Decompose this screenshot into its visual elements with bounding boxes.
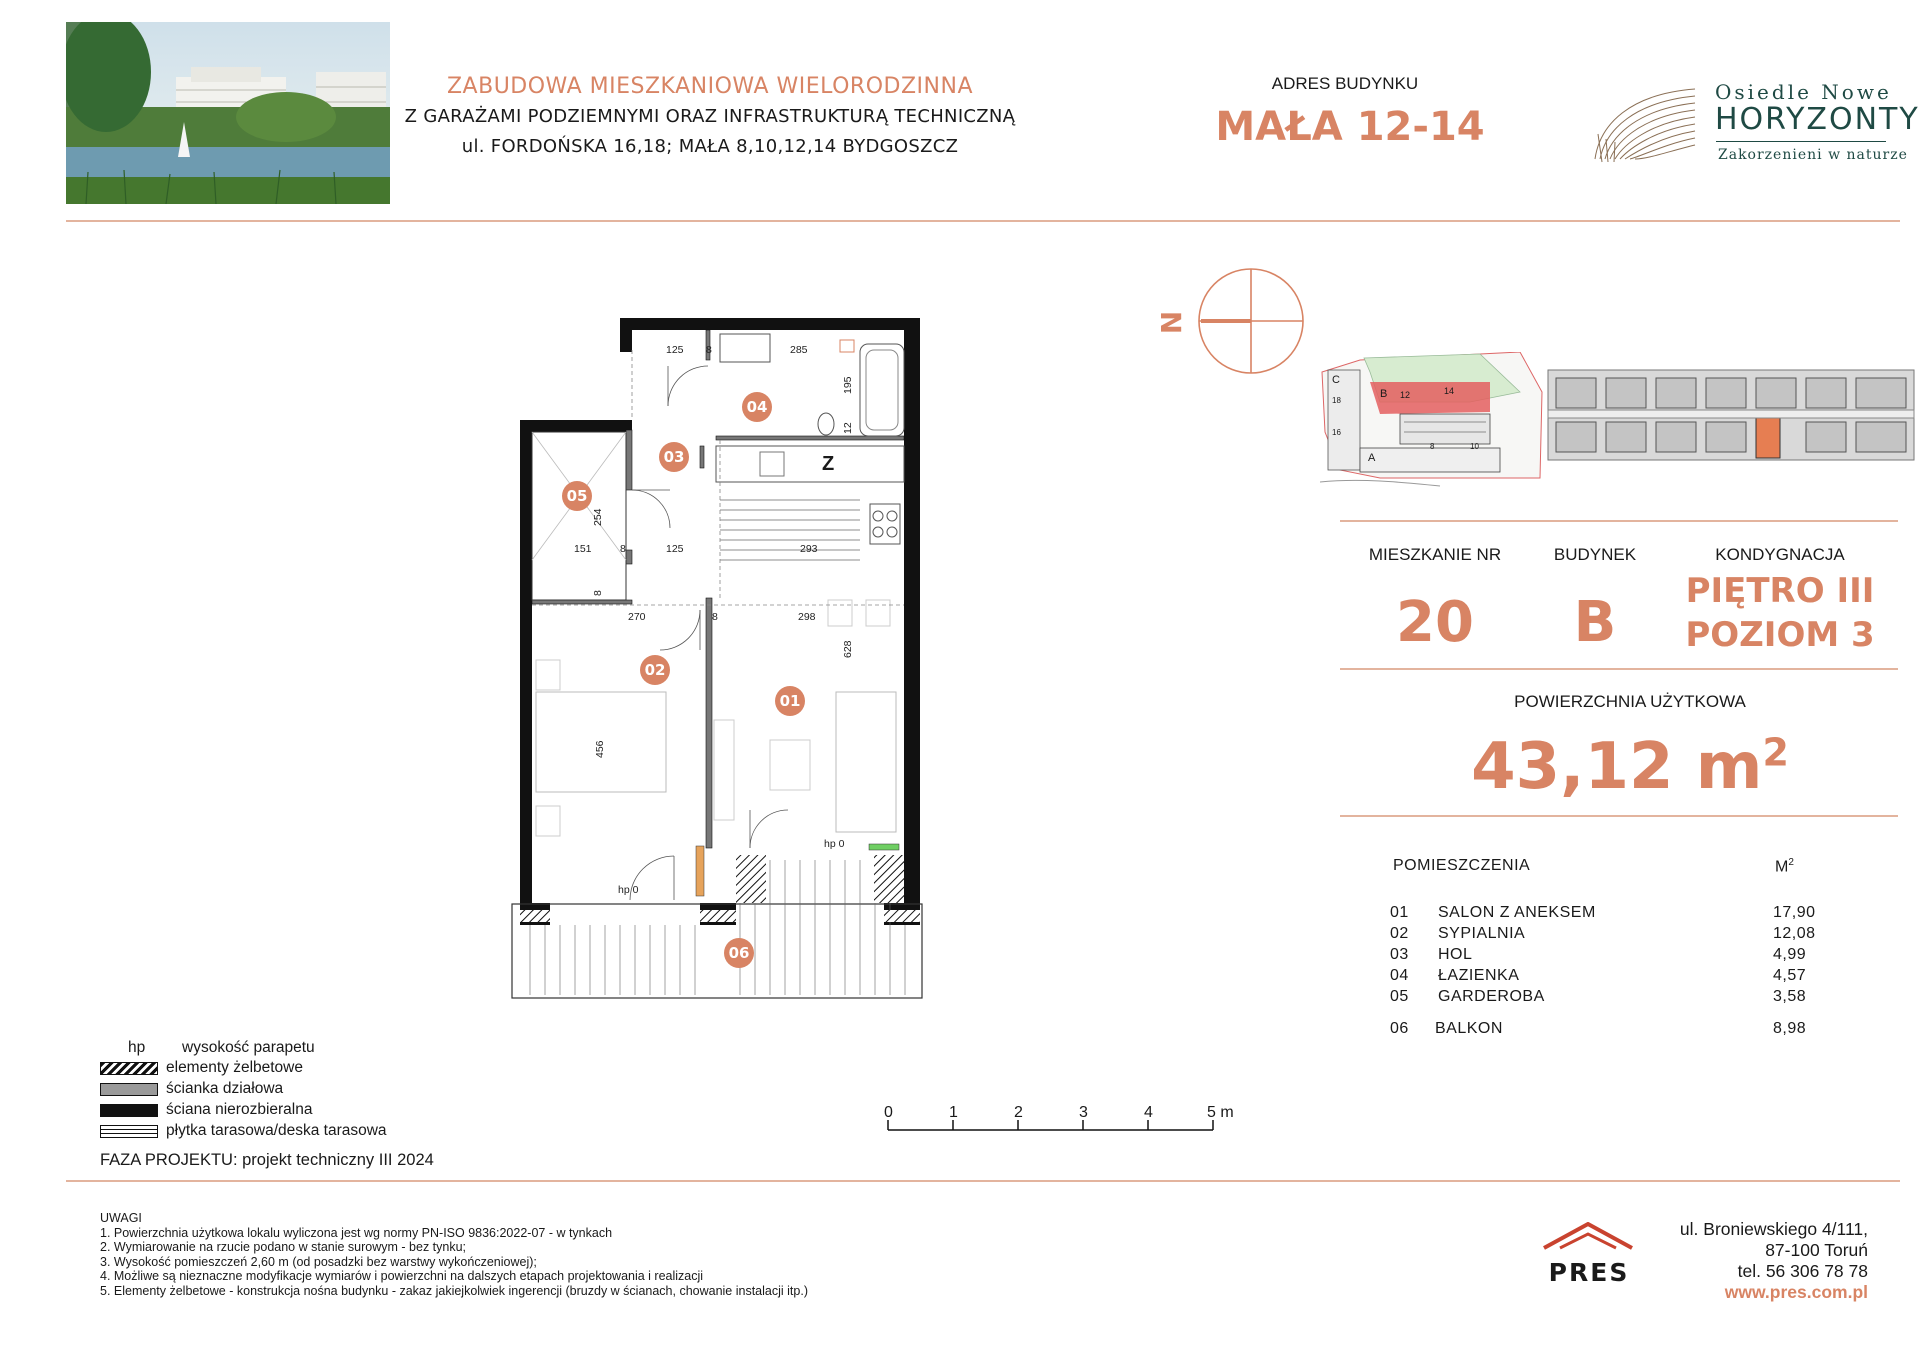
dim-label: 628 xyxy=(842,640,854,658)
room-name: GARDEROBA xyxy=(1438,988,1545,1005)
brand-name: HORYZONTY xyxy=(1715,102,1920,137)
dim-label: 12 xyxy=(842,422,854,434)
room-area: 3,58 xyxy=(1773,988,1807,1005)
legend-swatch-rc xyxy=(100,1062,158,1075)
dim-label: hp 0 xyxy=(824,838,845,850)
floor-label: KONDYGNACJA xyxy=(1715,545,1845,564)
note-line: 5. Elementy żelbetowe - konstrukcja nośna budynku - zakaz jakiejkolwiek ingerencji (bruzdy w ścianach, chowanie instalacji itp.) xyxy=(100,1283,808,1298)
project-subtitle: Z GARAŻAMI PODZIEMNYMI ORAZ INFRASTRUKTURĄ TECHNICZNĄ xyxy=(404,106,1016,127)
area-label: POWIERZCHNIA UŻYTKOWA xyxy=(1514,692,1746,711)
legend-swatch-wall xyxy=(100,1104,158,1117)
floor-value-2: POZIOM 3 xyxy=(1685,615,1875,655)
room-pin-04: 04 xyxy=(742,392,772,422)
room-no: 04 xyxy=(1390,967,1409,984)
brand-divider xyxy=(1716,141,1886,142)
dim-label: 8 xyxy=(712,611,718,623)
project-title: ZABUDOWA MIESZKANIOWA WIELORODZINNA xyxy=(446,74,973,99)
area-unit-sup: 2 xyxy=(1762,730,1789,775)
room-no: 01 xyxy=(1390,904,1409,921)
compass-north-label: N xyxy=(1155,310,1189,335)
scale-tick: 2 xyxy=(1014,1104,1023,1121)
scale-tick: 1 xyxy=(949,1104,958,1121)
company-logo-text: PRES xyxy=(1548,1258,1630,1287)
building-label: BUDYNEK xyxy=(1553,545,1637,564)
address-value: MAŁA 12-14 xyxy=(1215,104,1485,150)
room-no: 05 xyxy=(1390,988,1409,1005)
room-pin-03: 03 xyxy=(659,442,689,472)
legend-hp-abbr: hp xyxy=(128,1039,146,1056)
room-name: SYPIALNIA xyxy=(1438,925,1526,942)
dim-label: 125 xyxy=(666,543,684,555)
dim-label: 8 xyxy=(620,543,626,555)
site-label: 8 xyxy=(1430,442,1435,451)
room-pin-01: 01 xyxy=(775,686,805,716)
legend-label: elementy żelbetowe xyxy=(166,1059,303,1076)
room-pin-05: 05 xyxy=(562,481,592,511)
site-label: 14 xyxy=(1444,386,1455,396)
room-name: ŁAZIENKA xyxy=(1438,967,1520,984)
room-no: 03 xyxy=(1390,946,1409,963)
note-line: 1. Powierzchnia użytkowa lokalu wyliczona jest wg normy PN-ISO 9836:2022-07 - w tynkach xyxy=(100,1225,613,1240)
room-row xyxy=(1390,1020,1810,1040)
scale-bar xyxy=(882,1104,1242,1144)
site-map xyxy=(1320,352,1550,497)
note-line: 3. Wysokość pomieszczeń 2,60 m (od posadzki bez warstwy wykończeniowej); xyxy=(100,1254,537,1269)
area-value xyxy=(1340,730,1920,804)
project-location: ul. FORDOŃSKA 16,18; MAŁA 8,10,12,14 BYDGOSZCZ xyxy=(461,136,959,157)
dim-label: 285 xyxy=(790,344,808,356)
brand-emblem-icon xyxy=(1590,84,1700,169)
legend-label: ściana nierozbieralna xyxy=(166,1101,313,1118)
company-logo-icon xyxy=(1536,1222,1642,1257)
footer-divider xyxy=(66,1180,1900,1182)
legend-label: płytka tarasowa/deska tarasowa xyxy=(166,1122,387,1139)
floor-plan xyxy=(500,310,940,1010)
rooms-header: POMIESZCZENIA xyxy=(1393,857,1531,874)
room-area: 12,08 xyxy=(1773,925,1816,942)
note-line: 4. Możliwe są nieznaczne modyfikacje wymiarów i powierzchni na dalszych etapach projektowania i realizacji xyxy=(100,1269,704,1283)
company-address1: ul. Broniewskiego 4/111, xyxy=(1679,1219,1868,1239)
room-row xyxy=(1390,925,1816,945)
scale-tick: 4 xyxy=(1144,1104,1153,1121)
company-address2: 87-100 Toruń xyxy=(1765,1240,1868,1260)
site-label: B xyxy=(1380,388,1388,400)
info-divider-bottom xyxy=(1340,815,1898,817)
floor-key-plan xyxy=(1546,366,1916,471)
building-value: B xyxy=(1573,590,1617,655)
kitchen-mark: Z xyxy=(822,453,835,475)
dim-label: 8 xyxy=(706,344,712,356)
scale-tick: 0 xyxy=(884,1104,893,1121)
notes xyxy=(100,1211,808,1298)
dim-label: 151 xyxy=(574,543,592,555)
room-row xyxy=(1390,967,1810,987)
site-label: 18 xyxy=(1332,396,1341,405)
site-label: 10 xyxy=(1470,442,1479,451)
legend-swatch-terrace xyxy=(100,1125,158,1138)
note-line: 2. Wymiarowanie na rzucie podano w stanie surowym - bez tynku; xyxy=(100,1240,467,1254)
apartment-number-value: 20 xyxy=(1396,590,1474,655)
rooms-unit-sup: 2 xyxy=(1788,857,1794,868)
room-area: 4,99 xyxy=(1773,946,1807,963)
room-pin-06: 06 xyxy=(724,938,754,968)
room-pin-02: 02 xyxy=(640,655,670,685)
rooms-unit-header xyxy=(1775,857,1794,876)
room-no: 02 xyxy=(1390,925,1409,942)
room-name: SALON Z ANEKSEM xyxy=(1438,904,1596,921)
rooms-unit: M xyxy=(1775,858,1789,876)
dim-label: 254 xyxy=(592,508,604,526)
info-divider-mid xyxy=(1340,668,1898,670)
company-phone: tel. 56 306 78 78 xyxy=(1737,1261,1868,1281)
site-label: 12 xyxy=(1400,390,1411,400)
building-photo xyxy=(66,22,390,204)
dim-label: 195 xyxy=(842,376,854,394)
address-label: ADRES BUDYNKU xyxy=(1271,74,1419,93)
compass-icon xyxy=(1196,266,1306,381)
room-name: HOL xyxy=(1438,946,1473,963)
company-contact xyxy=(1680,1219,1868,1303)
dim-label: 8 xyxy=(592,590,604,596)
legend-swatch-partition xyxy=(100,1083,158,1096)
site-label: 16 xyxy=(1332,428,1341,437)
project-phase: FAZA PROJEKTU: projekt techniczny III 2024 xyxy=(100,1151,434,1169)
dim-label: 270 xyxy=(628,611,646,623)
apartment-number-label: MIESZKANIE NR xyxy=(1368,545,1502,564)
dim-label: 293 xyxy=(800,543,818,555)
header-divider xyxy=(66,220,1900,222)
brand-line1: Osiedle Nowe xyxy=(1715,80,1892,104)
info-divider-top xyxy=(1340,520,1898,522)
room-name: BALKON xyxy=(1435,1020,1503,1037)
room-row xyxy=(1390,946,1810,966)
room-area: 4,57 xyxy=(1773,967,1807,984)
legend-hp-text: wysokość parapetu xyxy=(182,1039,315,1056)
dim-label: 456 xyxy=(594,740,606,758)
brand-tagline: Zakorzenieni w naturze xyxy=(1718,147,1908,163)
site-label: C xyxy=(1332,374,1340,386)
legend-label: ścianka działowa xyxy=(166,1080,284,1097)
room-row xyxy=(1390,988,1810,1008)
scale-tick: 3 xyxy=(1079,1104,1088,1121)
dim-label: 298 xyxy=(798,611,816,623)
room-no: 06 xyxy=(1390,1020,1409,1037)
dim-label: hp 0 xyxy=(618,884,639,896)
area-number: 43,12 m xyxy=(1471,730,1763,804)
room-area: 17,90 xyxy=(1773,904,1816,921)
room-row xyxy=(1390,904,1816,924)
company-website-link[interactable]: www.pres.com.pl xyxy=(1724,1282,1868,1302)
site-label: A xyxy=(1368,452,1376,464)
scale-tick: 5 m xyxy=(1207,1104,1234,1121)
floor-value-1: PIĘTRO III xyxy=(1685,571,1875,611)
room-area: 8,98 xyxy=(1773,1020,1807,1037)
dim-label: 125 xyxy=(666,344,684,356)
notes-title: UWAGI xyxy=(100,1211,142,1225)
